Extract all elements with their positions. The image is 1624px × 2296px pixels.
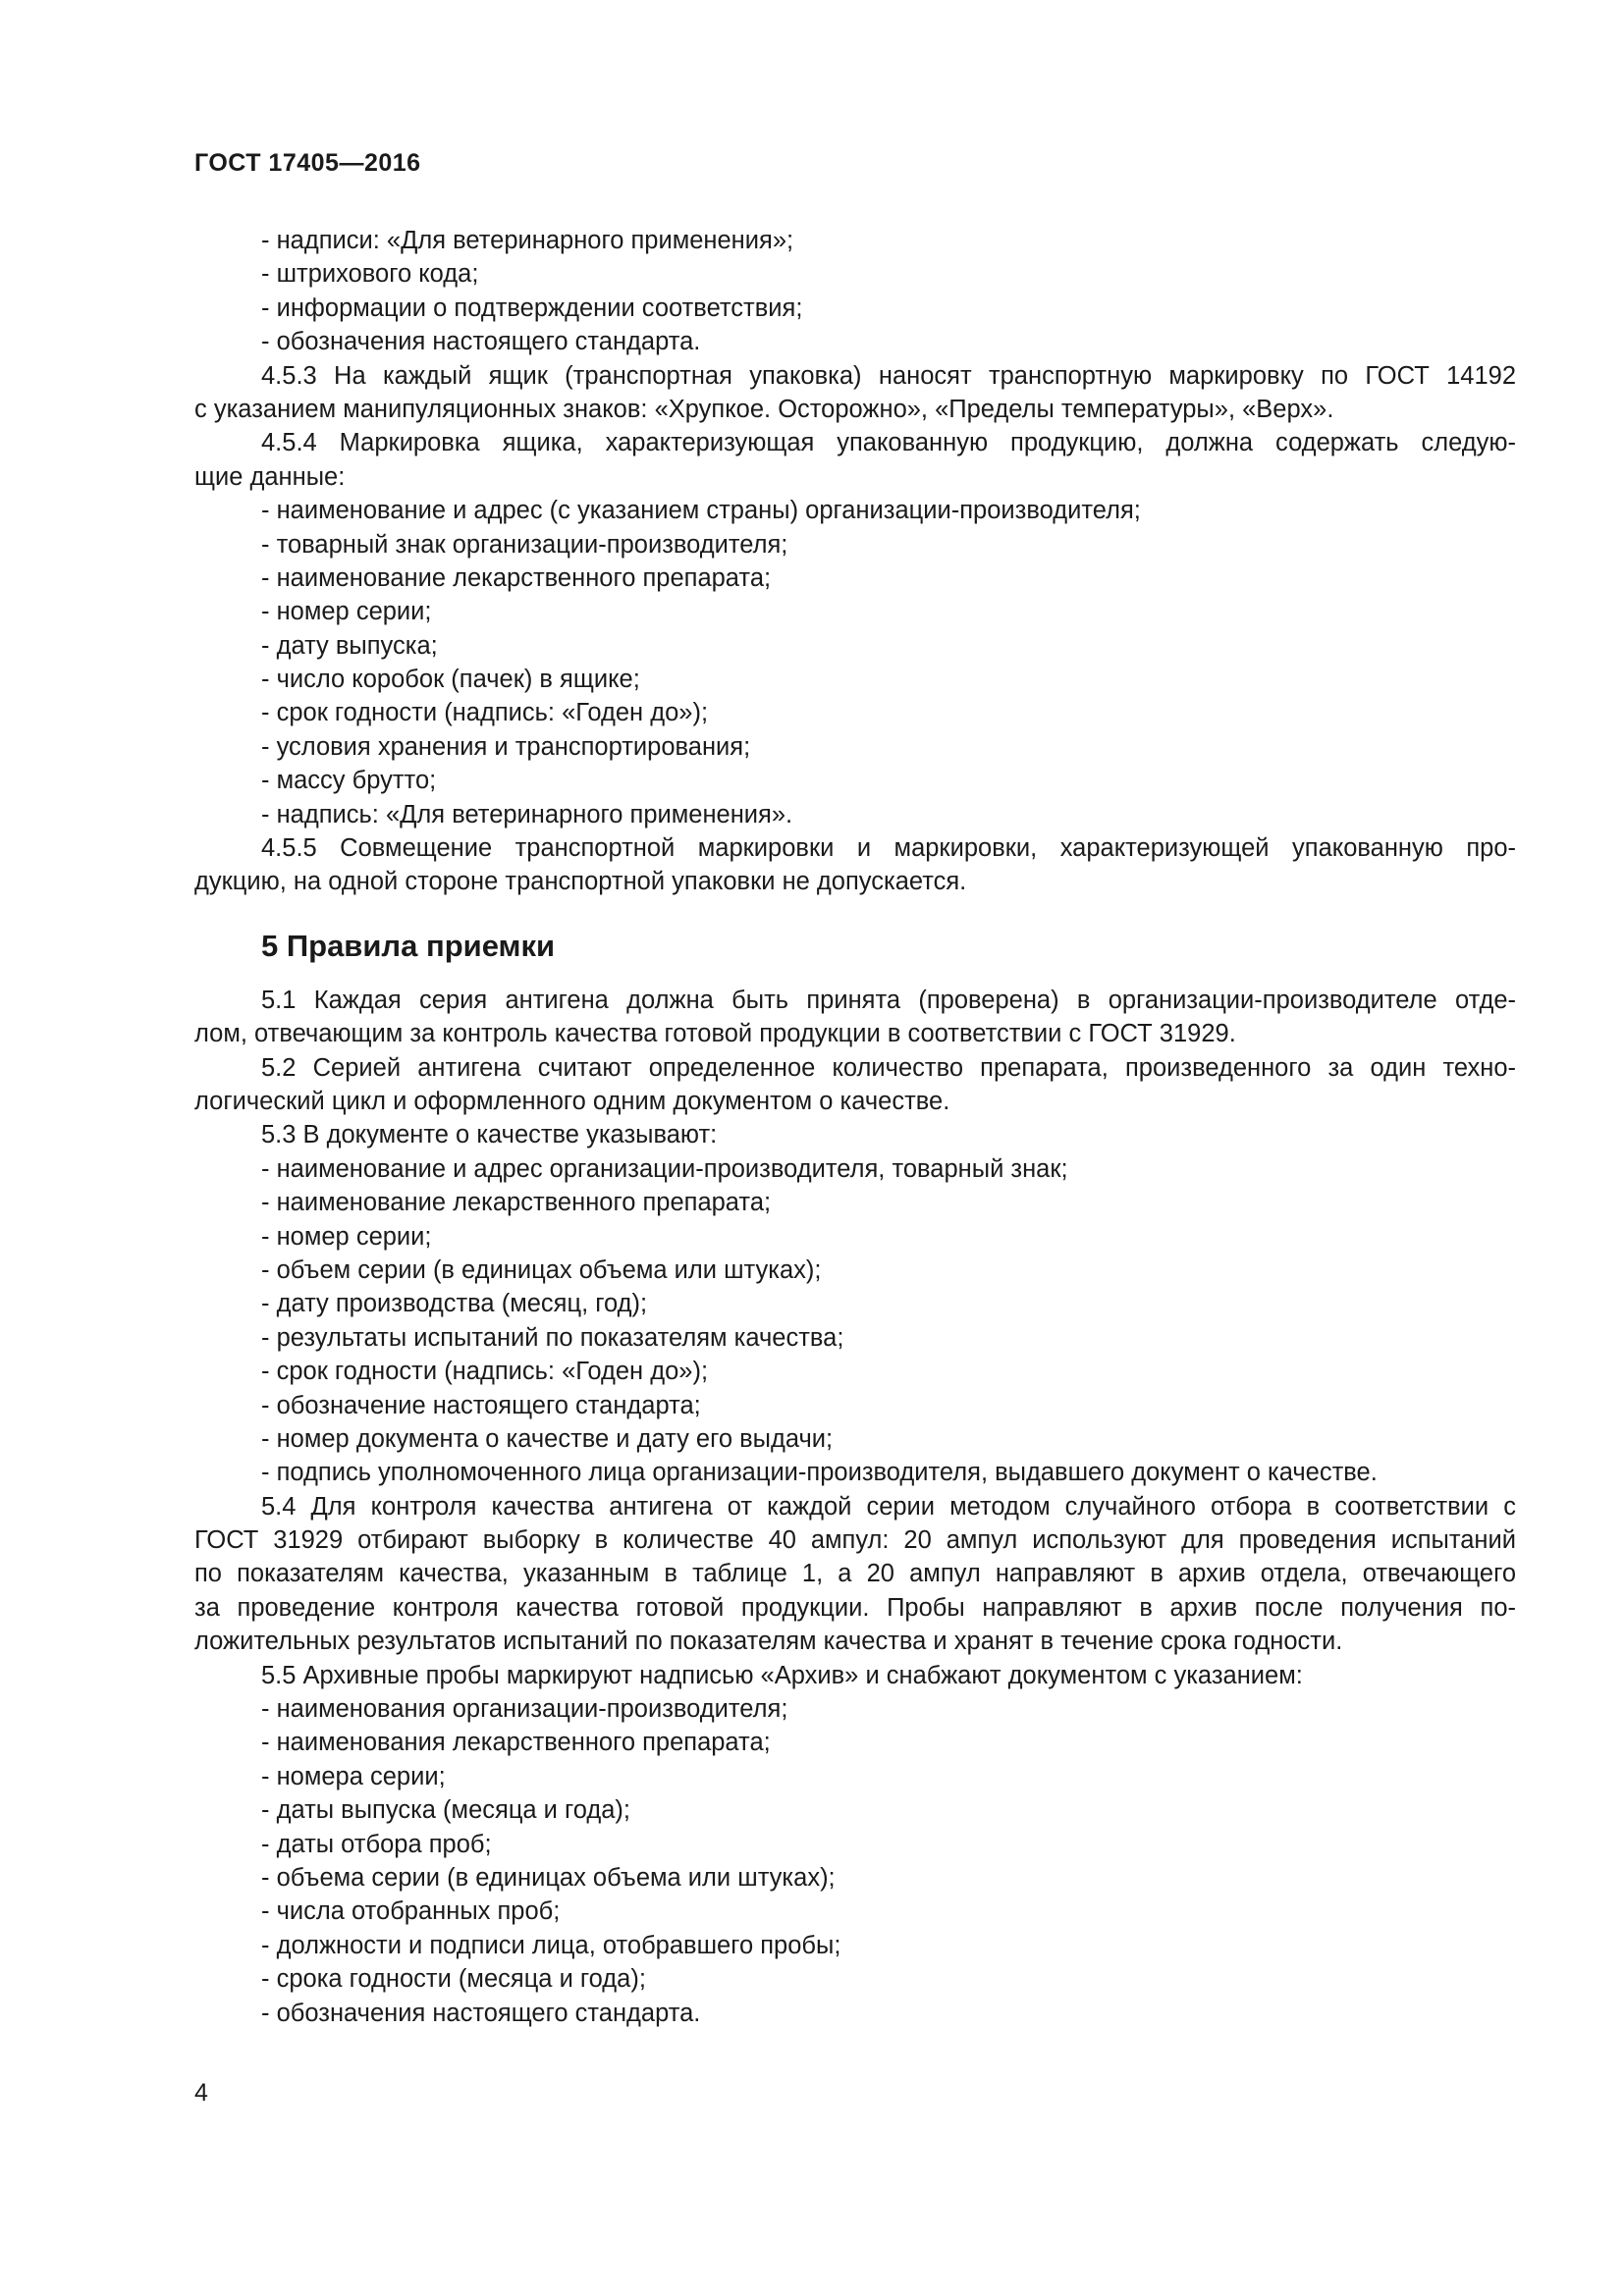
list-item: - номер серии; [261,1222,432,1251]
section-heading: 5 Правила приемки [261,928,556,963]
list-item: - массу брутто; [261,767,437,795]
list-item: - обозначения настоящего стандарта. [261,1999,701,2027]
paragraph-5-3-line: 5.3 В документе о качестве указывают: [261,1121,718,1149]
list-item: - наименования лекарственного препарата; [261,1729,771,1757]
list-item: - подпись уполномоченного лица организации-производителя, выдавшего документ о качестве. [261,1459,1378,1487]
paragraph-4-5-3-line: с указанием манипуляционных знаков: «Хрупкое. Осторожно», «Пределы температуры», «Верх». [194,395,1334,423]
paragraph-5-4-line: за проведение контроля качества готовой продукции. Пробы направляют в архив после получения по- [194,1593,1516,1622]
paragraph-5-5-line: 5.5 Архивные пробы маркируют надписью «Архив» и снабжают документом с указанием: [261,1661,1303,1689]
paragraph-5-4-line: по показателям качества, указанным в таблице 1, а 20 ампул направляют в архив отдела, отвечающего [194,1560,1516,1588]
list-item: - обозначения настоящего стандарта. [261,328,701,356]
list-item: - срок годности (надпись: «Годен до»); [261,1358,709,1386]
paragraph-5-4-line: ложительных результатов испытаний по показателям качества и хранят в течение срока годности. [194,1628,1343,1656]
list-item: - надпись: «Для ветеринарного применения». [261,800,793,828]
list-item: - штрихового кода; [261,260,479,289]
list-item: - даты отбора проб; [261,1830,492,1858]
list-item: - наименование и адрес (с указанием страны) организации-производителя; [261,497,1141,525]
document-body [194,224,1516,2030]
list-item: - должности и подписи лица, отобравшего пробы; [261,1931,841,1959]
list-item: - результаты испытаний по показателям качества; [261,1323,844,1352]
list-item: - наименования организации-производителя; [261,1695,788,1724]
list-item: - объема серии (в единицах объема или штуках); [261,1863,836,1892]
list-item: - объем серии (в единицах объема или штуках); [261,1255,822,1284]
standard-header: ГОСТ 17405—2016 [194,149,421,177]
page-number: 4 [194,2079,208,2107]
list-item: - обозначение настоящего стандарта; [261,1391,701,1419]
list-item: - условия хранения и транспортирования; [261,732,751,761]
list-item: - номер документа о качестве и дату его выдачи; [261,1424,834,1453]
list-item: - даты выпуска (месяца и года); [261,1796,631,1825]
list-item: - наименование лекарственного препарата; [261,1189,772,1217]
paragraph-4-5-4-line: 4.5.4 Маркировка ящика, характеризующая упакованную продукцию, должна содержать следую- [261,429,1516,457]
list-item: - номера серии; [261,1762,446,1790]
list-item: - информации о подтверждении соответствия; [261,294,803,322]
list-item: - наименование лекарственного препарата; [261,563,772,592]
list-item: - число коробок (пачек) в ящике; [261,666,640,694]
paragraph-5-2-line: логический цикл и оформленного одним документом о качестве. [194,1087,950,1115]
list-item: - числа отобранных проб; [261,1897,561,1926]
paragraph-5-1-line: 5.1 Каждая серия антигена должна быть принята (проверена) в организации-производителе отде- [261,986,1516,1014]
paragraph-5-4-line: ГОСТ 31929 отбирают выборку в количестве 40 ампул: 20 ампул используют для проведения испытаний [194,1526,1516,1555]
list-item: - дату производства (месяц, год); [261,1290,648,1318]
paragraph-4-5-5-line: дукцию, на одной стороне транспортной упаковки не допускается. [194,868,967,896]
paragraph-4-5-5-line: 4.5.5 Совмещение транспортной маркировки и маркировки, характеризующей упакованную про- [261,834,1516,863]
paragraph-5-1-line: лом, отвечающим за контроль качества готовой продукции в соответствии с ГОСТ 31929. [194,1020,1236,1048]
paragraph-4-5-4-line: щие данные: [194,462,346,491]
paragraph-4-5-3-line: 4.5.3 На каждый ящик (транспортная упаковка) наносят транспортную маркировку по ГОСТ 14192 [261,361,1516,390]
list-item: - товарный знак организации-производителя; [261,530,788,559]
list-item: - надписи: «Для ветеринарного применения»; [261,227,794,254]
list-item: - срока годности (месяца и года); [261,1965,646,1994]
list-item: - срок годности (надпись: «Годен до»); [261,699,709,727]
paragraph-5-2-line: 5.2 Серией антигена считают определенное количество препарата, произведенного за один техно- [261,1053,1516,1082]
paragraph-5-4-line: 5.4 Для контроля качества антигена от каждой серии методом случайного отбора в соответствии с [261,1492,1516,1521]
list-item: - дату выпуска; [261,631,438,660]
list-item: - номер серии; [261,598,432,626]
list-item: - наименование и адрес организации-производителя, товарный знак; [261,1154,1068,1183]
